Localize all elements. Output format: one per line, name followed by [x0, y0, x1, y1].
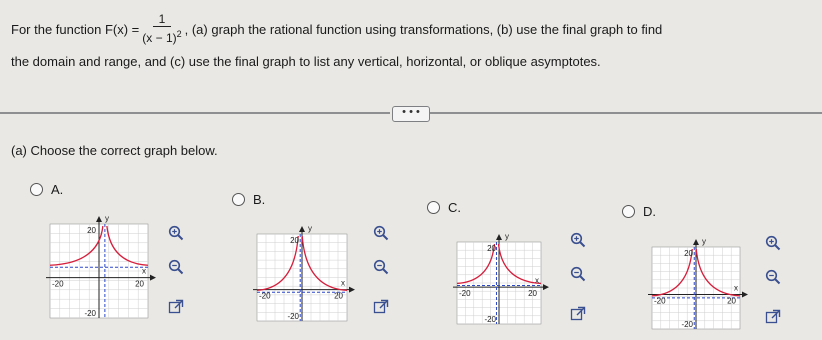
- zoom-in-button[interactable]: [570, 232, 586, 248]
- part-a-prompt: (a) Choose the correct graph below.: [11, 143, 218, 158]
- y-min-tick-label: -20: [287, 312, 299, 321]
- x-axis-label: x: [142, 266, 146, 276]
- x-max-tick-label: 20: [727, 296, 736, 306]
- x-axis-label: x: [734, 283, 738, 293]
- zoom-out-button[interactable]: [168, 259, 184, 275]
- zoom-out-icon[interactable]: [765, 269, 781, 285]
- zoom-in-icon[interactable]: [570, 232, 586, 248]
- x-axis-arrow: [742, 292, 748, 298]
- popout-button[interactable]: [765, 309, 781, 325]
- x-max-tick-label: 20: [135, 279, 144, 289]
- zoom-out-icon[interactable]: [570, 266, 586, 282]
- radio-button[interactable]: [622, 205, 635, 218]
- y-min-tick-label: -20: [84, 309, 96, 318]
- show-more-button[interactable]: • • •: [392, 106, 430, 122]
- function-fraction: [142, 12, 181, 46]
- zoom-in-button[interactable]: [373, 225, 389, 241]
- option-label: B.: [253, 192, 266, 207]
- y-axis-arrow: [299, 226, 305, 232]
- y-axis-arrow: [496, 234, 502, 240]
- x-axis-label: x: [535, 276, 539, 286]
- external-link-icon[interactable]: [373, 299, 389, 315]
- popout-button[interactable]: [373, 299, 389, 315]
- radio-button[interactable]: [427, 201, 440, 214]
- zoom-in-button[interactable]: [168, 225, 184, 241]
- option-c[interactable]: [427, 200, 461, 215]
- y-max-tick-label: 20: [87, 226, 96, 235]
- y-axis-label: y: [702, 237, 706, 246]
- x-max-tick-label: 20: [528, 289, 537, 299]
- function-name: F(x) =: [104, 21, 140, 37]
- y-min-tick-label: -20: [484, 315, 496, 324]
- x-min-tick-label: -20: [259, 291, 271, 301]
- zoom-out-button[interactable]: [765, 269, 781, 285]
- x-axis-arrow: [150, 275, 156, 281]
- external-link-icon[interactable]: [765, 309, 781, 325]
- graph-c: [445, 230, 549, 330]
- y-axis-label: y: [105, 214, 109, 223]
- y-min-tick-label: -20: [681, 320, 693, 329]
- zoom-out-icon[interactable]: [373, 259, 389, 275]
- section-divider-left: [0, 112, 390, 114]
- option-b[interactable]: [232, 192, 265, 207]
- radio-button[interactable]: [232, 193, 245, 206]
- zoom-out-button[interactable]: [570, 266, 586, 282]
- option-label: C.: [448, 200, 461, 215]
- zoom-in-icon[interactable]: [168, 225, 184, 241]
- x-min-tick-label: -20: [654, 296, 666, 306]
- zoom-in-button[interactable]: [765, 235, 781, 251]
- y-axis-label: y: [505, 232, 509, 241]
- zoom-in-icon[interactable]: [373, 225, 389, 241]
- popout-button[interactable]: [168, 299, 184, 315]
- y-max-tick-label: 20: [487, 244, 496, 253]
- radio-button[interactable]: [30, 183, 43, 196]
- question-line-2: the domain and range, and (c) use the final graph to list any vertical, horizontal, or oblique asymptotes.: [11, 54, 601, 69]
- y-max-tick-label: 20: [684, 249, 693, 258]
- fraction-denominator: [142, 27, 181, 46]
- external-link-icon[interactable]: [168, 299, 184, 315]
- zoom-out-button[interactable]: [373, 259, 389, 275]
- y-axis-arrow: [693, 239, 699, 245]
- option-a[interactable]: [30, 182, 63, 197]
- graph-b: [245, 222, 355, 327]
- graph-d: [640, 235, 748, 335]
- option-label: D.: [643, 204, 656, 219]
- option-d[interactable]: [622, 204, 656, 219]
- zoom-in-icon[interactable]: [765, 235, 781, 251]
- zoom-out-icon[interactable]: [168, 259, 184, 275]
- question-rest: , (a) graph the rational function using transformations, (b) use the final graph to find: [184, 21, 663, 37]
- external-link-icon[interactable]: [570, 306, 586, 322]
- denominator-exponent: 2: [176, 29, 182, 39]
- x-axis-arrow: [543, 284, 549, 290]
- x-axis-arrow: [349, 287, 355, 293]
- x-max-tick-label: 20: [334, 291, 343, 301]
- fraction-numerator: 1: [153, 12, 172, 27]
- question-line-1: [11, 12, 662, 46]
- y-max-tick-label: 20: [290, 236, 299, 245]
- popout-button[interactable]: [570, 306, 586, 322]
- y-axis-arrow: [96, 216, 102, 222]
- option-label: A.: [51, 182, 64, 197]
- question-intro: For the function: [11, 21, 102, 37]
- denominator-base: (x − 1): [142, 31, 177, 45]
- section-divider-right: [430, 112, 822, 114]
- x-axis-label: x: [341, 278, 345, 288]
- x-min-tick-label: -20: [52, 279, 64, 289]
- y-axis-label: y: [308, 224, 312, 233]
- graph-a: [38, 212, 156, 324]
- x-min-tick-label: -20: [459, 289, 471, 299]
